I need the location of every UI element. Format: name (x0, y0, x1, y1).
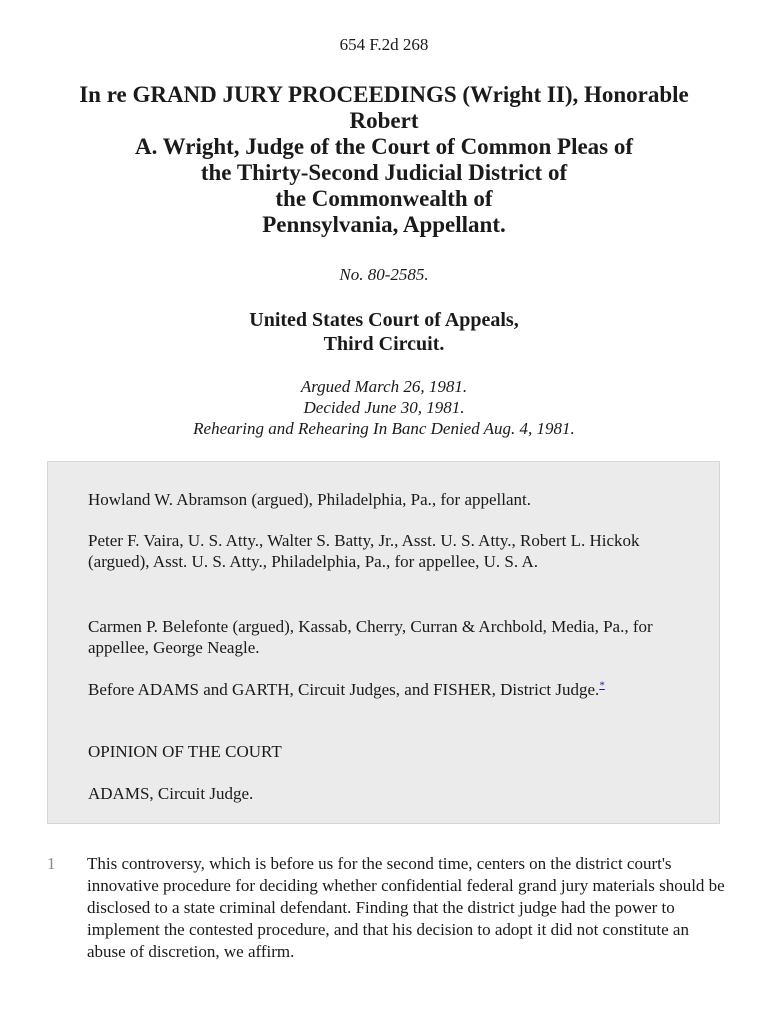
docket-number: No. 80-2585. (339, 265, 429, 284)
counsel-appellant: Howland W. Abramson (argued), Philadelphia, Pa., for appellant. (88, 490, 532, 509)
opinion-heading: OPINION OF THE COURT (88, 742, 282, 761)
court-name-line: Third Circuit. (323, 333, 445, 355)
case-dates (0, 376, 768, 439)
opinion-author: ADAMS, Circuit Judge. (88, 784, 254, 803)
footnote-link[interactable]: * (599, 679, 605, 692)
case-title-line: Robert (349, 108, 419, 133)
case-title-line: Pennsylvania, Appellant. (262, 212, 506, 237)
court-name-line: United States Court of Appeals, (249, 309, 519, 331)
case-title-line: In re GRAND JURY PROCEEDINGS (Wright II), Honorable (79, 82, 689, 107)
case-title (0, 82, 768, 238)
decided-date: Decided June 30, 1981. (303, 398, 465, 417)
rehearing-date: Rehearing and Rehearing In Banc Denied Aug. 4, 1981. (193, 419, 575, 438)
panel-judges-text: Before ADAMS and GARTH, Circuit Judges, and FISHER, District Judge. (88, 680, 600, 699)
case-title-line: A. Wright, Judge of the Court of Common Pleas of (134, 134, 634, 159)
panel-judges (88, 679, 688, 700)
counsel-panel (47, 461, 720, 824)
case-title-line: the Thirty-Second Judicial District of (200, 160, 568, 185)
paragraph-text: This controversy, which is before us for the second time, centers on the district court's innovative procedure for deciding whether confidential federal grand jury materials should be disclosed to a state criminal defendant. Finding that the district judge had the power to implement the contested procedure, and that his decision to adopt it did not constitute an abuse of discretion, we affirm. (87, 854, 725, 961)
case-citation: 654 F.2d 268 (339, 35, 429, 54)
counsel-appellee-us: Peter F. Vaira, U. S. Atty., Walter S. Batty, Jr., Asst. U. S. Atty., Robert L. Hickok (argued), Asst. U. S. Atty., Philadelphia, Pa., for appellee, U. S. A. (88, 531, 640, 571)
argued-date: Argued March 26, 1981. (300, 377, 468, 396)
counsel-appellee-neagle: Carmen P. Belefonte (argued), Kassab, Cherry, Curran & Archbold, Media, Pa., for appellee, George Neagle. (88, 617, 653, 657)
case-title-line: the Commonwealth of (275, 186, 493, 211)
court-name (0, 308, 768, 356)
paragraph-number: 1 (47, 854, 56, 873)
